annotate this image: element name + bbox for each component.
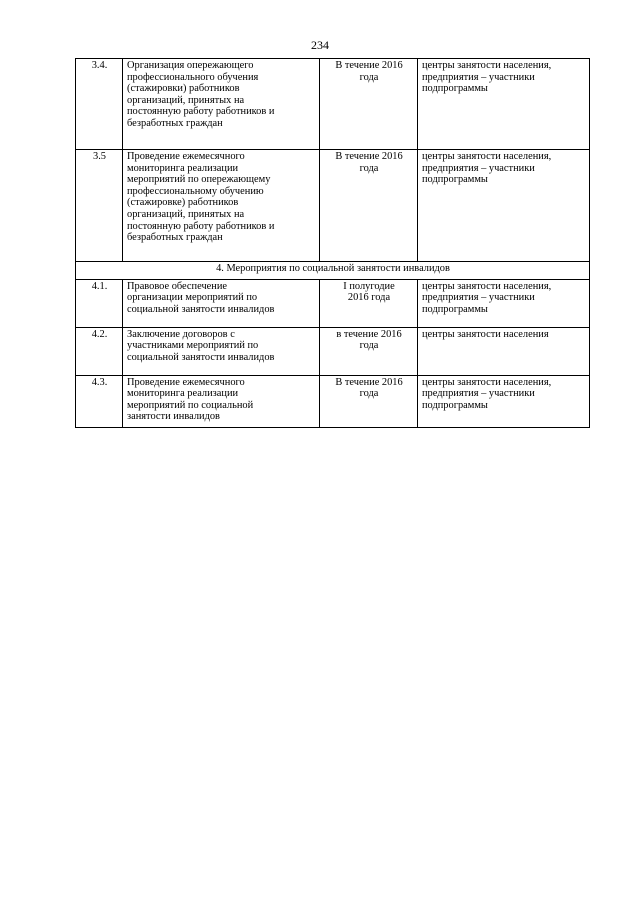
activity-name: Организация опережающего профессионального обучения (стажировки) работников организаций, принятых на постоянную работу работников и безработных граждан [123, 59, 320, 150]
table-row [76, 150, 590, 262]
activities-table [75, 58, 590, 428]
row-number: 4.3. [76, 375, 123, 427]
activity-name: Проведение ежемесячного мониторинга реализации мероприятий по опережающему профессиональному обучению (стажировке) работников организаций, принятых на постоянную работу работников и безработных граждан [123, 150, 320, 262]
row-number: 4.2. [76, 327, 123, 375]
activity-executor: центры занятости населения, предприятия – участники подпрограммы [418, 279, 590, 327]
section-title: 4. Мероприятия по социальной занятости инвалидов [76, 262, 590, 280]
activity-name: Правовое обеспечение организации мероприятий по социальной занятости инвалидов [123, 279, 320, 327]
page-number: 234 [311, 38, 329, 52]
activity-executor: центры занятости населения, предприятия – участники подпрограммы [418, 375, 590, 427]
activity-term: В течение 2016 года [320, 59, 418, 150]
activity-term: В течение 2016 года [320, 150, 418, 262]
activity-term: В течение 2016 года [320, 375, 418, 427]
activity-executor: центры занятости населения, предприятия – участники подпрограммы [418, 59, 590, 150]
table-row [76, 327, 590, 375]
table-row [76, 375, 590, 427]
table-row [76, 59, 590, 150]
row-number: 3.5 [76, 150, 123, 262]
activity-name: Проведение ежемесячного мониторинга реализации мероприятий по социальной занятости инвалидов [123, 375, 320, 427]
activity-term: I полугодие 2016 года [320, 279, 418, 327]
row-number: 4.1. [76, 279, 123, 327]
section-header-row [76, 262, 590, 280]
activity-name: Заключение договоров с участниками мероприятий по социальной занятости инвалидов [123, 327, 320, 375]
activity-term: в течение 2016 года [320, 327, 418, 375]
activity-executor: центры занятости населения [418, 327, 590, 375]
table-row [76, 279, 590, 327]
activity-executor: центры занятости населения, предприятия – участники подпрограммы [418, 150, 590, 262]
row-number: 3.4. [76, 59, 123, 150]
